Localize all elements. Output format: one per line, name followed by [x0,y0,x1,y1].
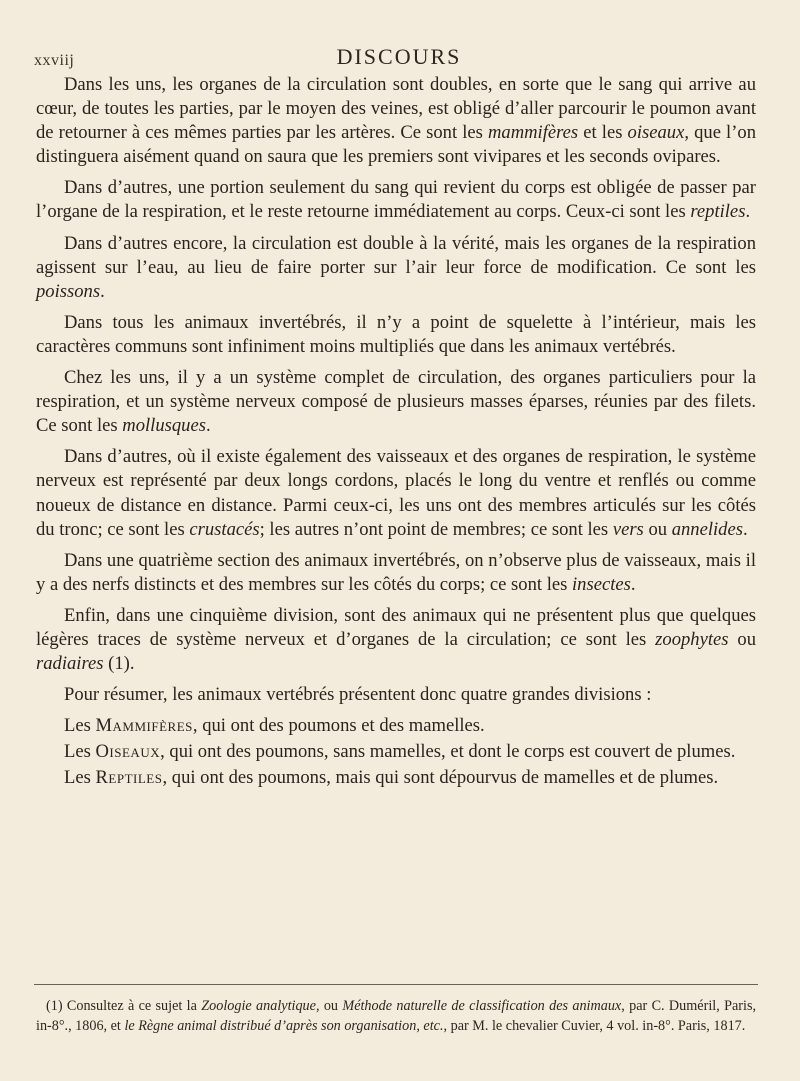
page-header [34,44,764,74]
term-oiseaux: oiseaux [627,122,685,144]
paragraph-poissons [36,232,756,304]
term-poissons: poissons [36,280,101,302]
text-run: et les [578,122,628,144]
title-methode-naturelle: Méthode naturelle de classification des animaux [342,998,622,1014]
text-run: Les [64,767,96,789]
paragraph-crustaces-vers [36,445,756,541]
division-mammiferes: Mammifères [95,715,193,737]
text-run: ou [643,518,672,540]
term-reptiles: reptiles [690,201,746,223]
text-run: (1). [103,653,135,675]
paragraph-insectes [36,549,756,597]
text-run: , [416,1018,424,1034]
text-run: Dans d’autres encore, la circulation est double à la vérité, mais les organes de la respiration agissent sur l’eau, au lieu de faire porter sur l’air leur force de modification. Ce sont les [36,232,756,278]
text-run: . [205,415,211,437]
division-reptiles: Reptiles [95,767,163,789]
term-radiaires: radiaires [36,653,104,675]
paragraph-resume [36,683,756,707]
text-run: Dans une quatrième section des animaux invertébrés, on n’observe plus de vaisseaux, mais il y a des nerfs distincts et des membres sur les côtés du corps; ce sont les [36,549,756,595]
text-run: Chez les uns, il y a un système complet de circulation, des organes particuliers pour la respiration, et un système nerveux composé de plusieurs masses éparses, réunies par des filets. Ce sont les [36,367,756,437]
text-run: . [630,573,636,595]
paragraph-invertebres [36,311,756,359]
paragraph-zoophytes [36,604,756,676]
text-run: , par M. le chevalier Cuvier, 4 vol. in-8°. Paris, 1817. [443,1018,746,1034]
text-run: Pour résumer, les animaux vertébrés présentent donc quatre grandes divisions : [64,684,652,706]
page-number: xxviij [34,52,75,69]
paragraph-mammiferes-oiseaux [36,73,756,169]
term-mollusques: mollusques [122,415,206,437]
term-vers: vers [612,518,644,540]
footnote-text [36,996,756,1036]
paragraph-division-reptiles [36,766,756,790]
text-run: , ou [315,998,343,1014]
division-oiseaux: Oiseaux [95,741,161,763]
text-run: ou [728,628,756,650]
text-run: Dans d’autres, une portion seulement du sang qui revient du corps est obligée de passer par l’organe de la respiration, et le reste retourne immédiatement au corps. Ceux-ci sont les [36,177,756,223]
text-run: Enfin, dans une cinquième division, sont des animaux qui ne présentent plus que quelques légères traces de système nerveux et d’organes de la circulation; ce sont les [36,604,756,650]
text-run: (1) Consultez à ce sujet la [46,998,202,1014]
text-run: . [745,201,751,223]
title-regne-animal: le Règne animal distribué d’après son organisation [124,1018,417,1034]
text-run: ; les autres n’ont point de membres; ce sont les [259,518,613,540]
term-insectes: insectes [572,573,631,595]
text-run: . [742,518,748,540]
body-text [36,73,756,793]
running-title: DISCOURS [336,44,462,69]
footnote [36,996,756,1036]
paragraph-reptiles [36,176,756,224]
text-run: , qui ont des poumons et des mamelles. [192,715,485,737]
text-run: Dans tous les animaux invertébrés, il n’y a point de squelette à l’intérieur, mais les caractères communs sont infiniment moins multipliés que dans les animaux vertébrés. [36,311,756,357]
text-run-etc: etc. [423,1018,444,1034]
footnote-rule [34,984,758,985]
text-run: Les [64,715,96,737]
text-run: Dans d’autres, où il existe également des vaisseaux et des organes de respiration, le système nerveux est représenté par deux longs cordons, placés le long du ventre et renflés ou comme noueux de distance en distance. Parmi ceux-ci, les uns ont des membres articulés sur les côtés du tronc; ce sont les [36,446,756,540]
text-run: , que l’on distinguera aisément quand on saura que les premiers sont vivipares et les seconds ovipares. [36,122,756,168]
term-crustaces: crustacés [189,518,260,540]
paragraph-division-mammiferes [36,714,756,738]
term-annelides: annelides [671,518,743,540]
paragraph-mollusques [36,366,756,438]
text-run: Dans les uns, les organes de la circulation sont doubles, en sorte que le sang qui arrive au cœur, de toutes les parties, par le moyen des veines, est obligé d’aller parcourir le poumon avant de retourner à ces mêmes parties par les artères. Ce sont les [36,74,756,144]
text-run: Les [64,741,96,763]
text-run: , qui ont des poumons, sans mamelles, et dont le corps est couvert de plumes. [160,741,736,763]
term-zoophytes: zoophytes [655,628,729,650]
paragraph-division-oiseaux [36,740,756,764]
text-run: , par C. Duméril, Paris, in-8°., 1806, et [36,998,757,1034]
term-mammiferes: mammifères [487,122,579,144]
text-run: , qui ont des poumons, mais qui sont dépourvus de mamelles et de plumes. [162,767,719,789]
title-zoologie-analytique: Zoologie analytique [201,998,316,1014]
text-run: . [100,280,105,302]
